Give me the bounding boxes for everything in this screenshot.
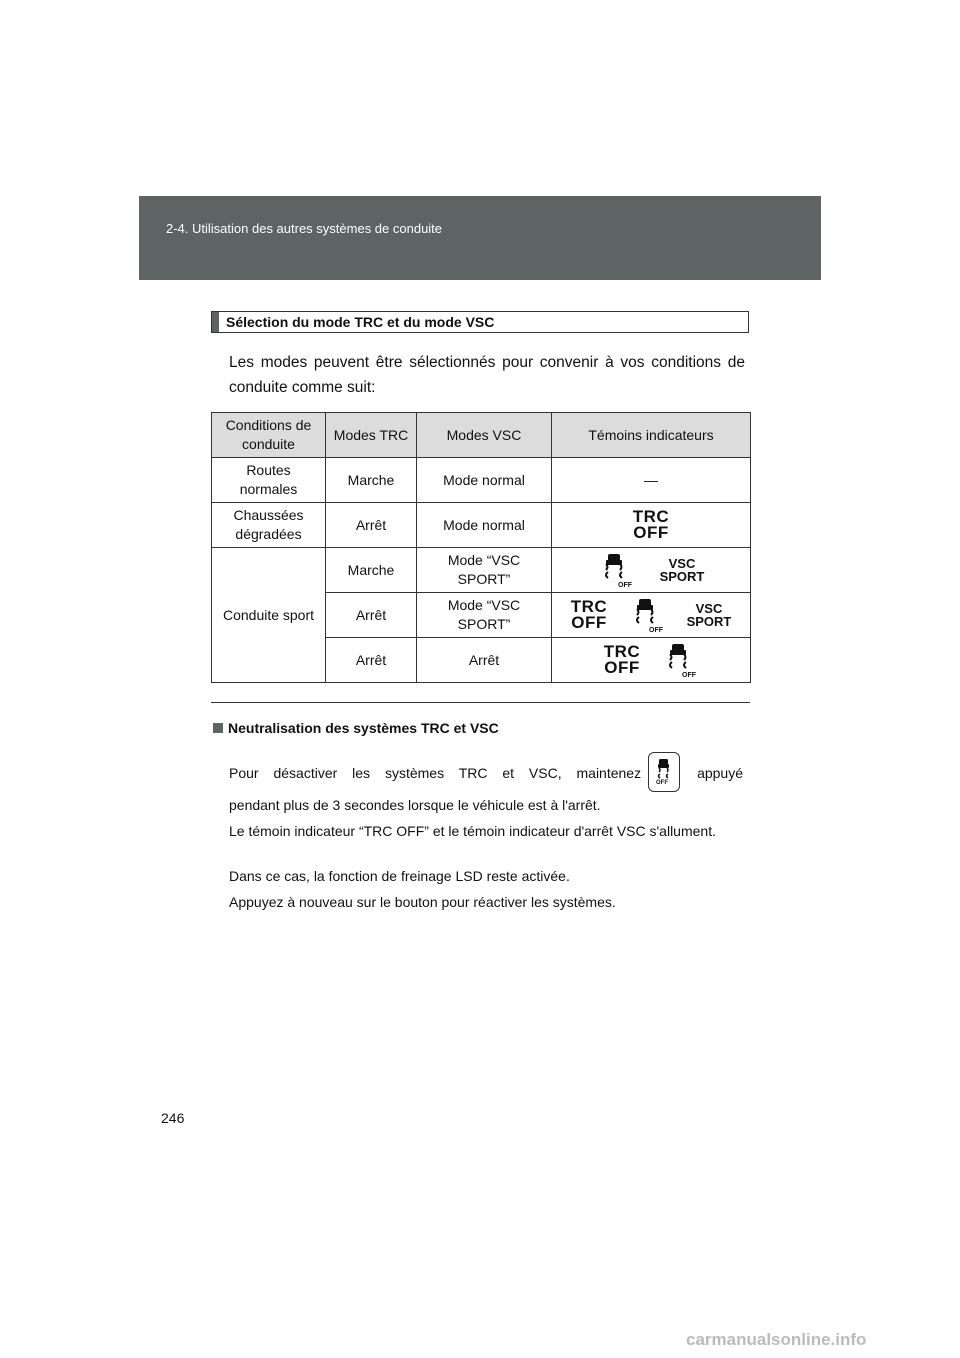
trc-cell: Arrêt bbox=[326, 593, 417, 638]
section-title-box bbox=[211, 311, 749, 333]
trc-cell: Marche bbox=[326, 458, 417, 503]
trc-off-indicator: TRC OFF bbox=[632, 507, 670, 542]
square-bullet-icon bbox=[213, 723, 223, 733]
chapter-header-band bbox=[139, 196, 821, 280]
section-title: Sélection du mode TRC et du mode VSC bbox=[226, 314, 495, 330]
vsc-sport-indicator: VSC SPORT bbox=[686, 601, 732, 629]
modes-table bbox=[211, 412, 751, 683]
trc-off-indicator: TRC OFF bbox=[570, 597, 608, 632]
indicator-cell bbox=[552, 548, 751, 593]
section-title-accent bbox=[212, 312, 219, 332]
trc-cell: Arrêt bbox=[326, 638, 417, 683]
skid-off-label: OFF bbox=[682, 672, 696, 679]
table-row bbox=[212, 503, 751, 548]
trc-cell: Arrêt bbox=[326, 503, 417, 548]
indicator-cell bbox=[552, 503, 751, 548]
skid-off-label: OFF bbox=[618, 582, 632, 589]
paragraph-1-start: Pour désactiver les systèmes TRC et VSC, maintenez bbox=[229, 765, 642, 781]
paragraph-2: Le témoin indicateur “TRC OFF” et le témoin indicateur d'arrêt VSC s'allument. bbox=[229, 823, 716, 839]
paragraph-1-line-2: pendant plus de 3 secondes lorsque le véhicule est à l'arrêt. bbox=[229, 797, 601, 813]
watermark: carmanualsonline.info bbox=[686, 1330, 867, 1349]
table-row bbox=[212, 548, 751, 593]
condition-cell: Routes normales bbox=[212, 458, 326, 503]
chapter-header-text: 2-4. Utilisation des autres systèmes de conduite bbox=[166, 221, 443, 236]
header-conditions: Conditions de conduite bbox=[212, 413, 326, 458]
section-divider bbox=[211, 702, 750, 703]
header-vsc-modes: Modes VSC bbox=[417, 413, 552, 458]
page-number: 246 bbox=[161, 1110, 185, 1126]
vsc-off-switch-icon bbox=[648, 752, 680, 792]
vsc-cell: Mode “VSC SPORT” bbox=[417, 593, 552, 638]
indicator-cell bbox=[552, 638, 751, 683]
skid-off-icon bbox=[627, 596, 667, 634]
paragraph-3: Dans ce cas, la fonction de freinage LSD reste activée. bbox=[229, 868, 570, 884]
vsc-cell: Mode normal bbox=[417, 503, 552, 548]
skid-off-icon bbox=[596, 551, 636, 589]
table-row bbox=[212, 458, 751, 503]
paragraph-1-end: appuyé bbox=[697, 765, 743, 781]
vsc-cell: Mode “VSC SPORT” bbox=[417, 548, 552, 593]
indicator-cell bbox=[552, 593, 751, 638]
subsection-title: Neutralisation des systèmes TRC et VSC bbox=[228, 720, 499, 736]
indicator-cell: — bbox=[552, 458, 751, 503]
intro-paragraph: Les modes peuvent être sélectionnés pour convenir à vos conditions de conduite comme suit: bbox=[229, 354, 745, 396]
table-header-row bbox=[212, 413, 751, 458]
vsc-cell: Mode normal bbox=[417, 458, 552, 503]
trc-off-indicator: TRC OFF bbox=[603, 642, 641, 677]
switch-off-label: OFF bbox=[656, 780, 668, 786]
skid-off-icon bbox=[660, 641, 700, 679]
skid-off-label: OFF bbox=[649, 627, 663, 634]
paragraph-4: Appuyez à nouveau sur le bouton pour réactiver les systèmes. bbox=[229, 894, 616, 910]
subsection-heading bbox=[213, 720, 499, 736]
vsc-cell: Arrêt bbox=[417, 638, 552, 683]
vsc-sport-indicator: VSC SPORT bbox=[659, 556, 705, 584]
condition-cell: Conduite sport bbox=[212, 548, 326, 683]
header-indicators: Témoins indicateurs bbox=[552, 413, 751, 458]
condition-cell: Chaussées dégradées bbox=[212, 503, 326, 548]
trc-cell: Marche bbox=[326, 548, 417, 593]
header-trc-modes: Modes TRC bbox=[326, 413, 417, 458]
